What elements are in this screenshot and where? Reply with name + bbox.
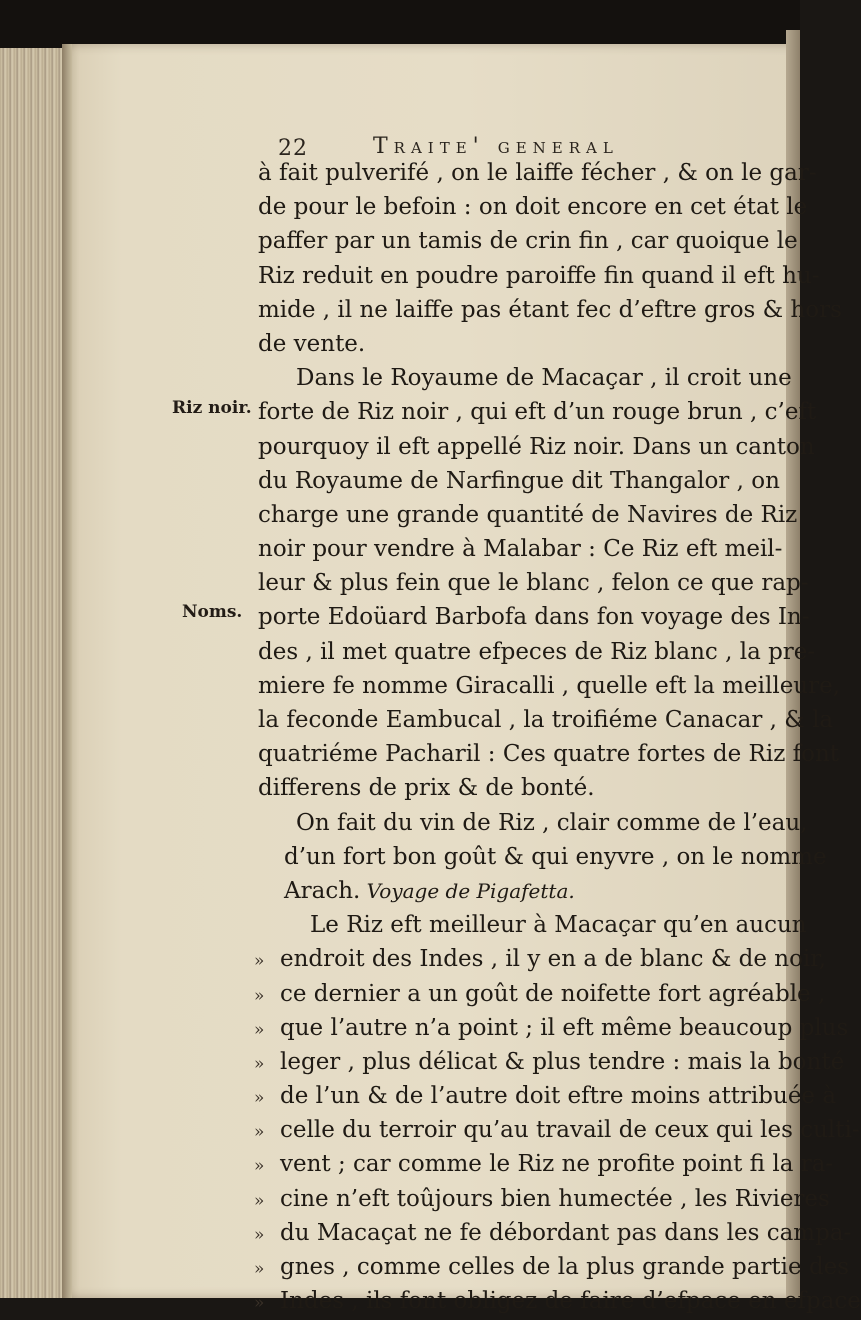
line-text: gnes , comme celles de la plus grande partie des <box>280 1254 850 1280</box>
text-line <box>258 156 817 190</box>
line-text: ce dernier a un goût de noifette fort agréable , <box>280 980 826 1007</box>
page-stack-edges <box>0 48 70 1298</box>
line-text: du Macaçat ne fe débordant pas dans les campa- <box>280 1219 852 1246</box>
text-line <box>258 464 796 498</box>
line-text: des , il met quatre efpeces de Riz blanc , la pre- <box>258 638 816 665</box>
line-text: de l’un & de l’autre doit eftre moins attribuée à <box>280 1083 837 1110</box>
quote-mark: » <box>254 1293 265 1314</box>
line-text: Riz reduit en poudre paroiffe fin quand il eft hu- <box>258 262 820 289</box>
dark-background-top <box>0 0 800 50</box>
line-text: pourquoy il eft appellé Riz noir. Dans un canton <box>258 433 815 460</box>
text-line <box>258 600 810 634</box>
text-line <box>258 635 816 669</box>
line-text: vent ; car comme le Riz ne profite point fi la ra- <box>280 1151 834 1178</box>
line-text: que l’autre n’a point ; il eft même beaucoup plus <box>280 1014 849 1041</box>
text-line <box>258 532 796 566</box>
text-line <box>258 669 841 703</box>
text-line <box>258 908 807 942</box>
line-text: de vente. <box>258 330 366 357</box>
text-line <box>258 327 796 361</box>
quote-mark: » <box>254 1053 265 1074</box>
text-line <box>254 1045 845 1079</box>
text-line <box>258 874 796 908</box>
margin-note-riz-noir: Riz noir. <box>172 398 252 418</box>
text-line <box>254 1147 834 1181</box>
quote-mark: » <box>254 1190 265 1211</box>
line-text: porte Edoüard Barbofa dans fon voyage des In- <box>258 604 810 631</box>
text-line <box>254 1182 830 1216</box>
line-text: On fait du vin de Riz , clair comme de l’eau, <box>296 809 808 836</box>
line-text: charge une grande quantité de Navires de Riz <box>258 501 798 528</box>
text-line <box>254 1079 837 1113</box>
line-text: miere fe nomme Giracalli , quelle eft la meilleure, <box>258 672 841 699</box>
citation-italic: Voyage de Pigafetta. <box>360 878 575 903</box>
quote-mark: » <box>254 1019 265 1040</box>
quote-mark: » <box>254 1156 265 1177</box>
text-line <box>254 1250 850 1284</box>
line-text: mide , il ne laiffe pas étant fec d’eftre gros & hors <box>258 296 842 323</box>
text-line <box>258 771 796 805</box>
quote-mark: » <box>254 1122 265 1143</box>
quote-mark: » <box>254 1224 265 1245</box>
line-text: paffer par un tamis de crin fin , car quoique le <box>258 228 798 255</box>
line-text: endroit des Indes , il y en a de blanc & de noir, <box>280 946 827 973</box>
text-line <box>258 224 796 258</box>
text-line <box>254 942 827 976</box>
quote-mark: » <box>254 1259 265 1279</box>
text-line <box>254 977 826 1011</box>
line-text: leur & plus fein que le blanc , felon ce que rap- <box>258 570 809 597</box>
margin-note-noms: Noms. <box>182 602 243 622</box>
text-line <box>258 430 815 464</box>
line-text: à fait pulverifé , on le laiffe fécher , & on le gar- <box>258 160 817 186</box>
text-line <box>258 361 796 395</box>
text-line <box>258 395 817 429</box>
body-text <box>254 156 861 1318</box>
text-line <box>258 737 840 771</box>
line-text: de pour le befoin : on doit encore en cet état le <box>258 194 808 221</box>
line-text: la feconde Eambucal , la troifiéme Canacar , & la <box>258 707 834 733</box>
text-line <box>258 703 834 737</box>
text-line <box>258 190 808 224</box>
line-text: Le Riz eft meilleur à Macaçar qu’en aucun <box>310 912 807 939</box>
line-text: celle du terroir qu’au travail de ceux qui les culti- <box>280 1117 860 1144</box>
line-text: differens de prix & de bonté. <box>258 775 595 802</box>
text-line <box>254 1011 849 1045</box>
text-line <box>258 840 827 874</box>
quote-mark: » <box>254 951 265 972</box>
line-text: cine n’eft toûjours bien humectée , les Rivieres <box>280 1185 830 1212</box>
text-line <box>254 1284 861 1318</box>
line-text: noir pour vendre à Malabar : Ce Riz eft meil- <box>258 536 783 563</box>
running-title: Traite' general <box>373 134 619 159</box>
line-text: Dans le Royaume de Macaçar , il croit une <box>296 365 792 392</box>
text-line <box>258 259 820 293</box>
quote-mark: » <box>254 1088 265 1109</box>
text-line <box>258 293 842 327</box>
text-line <box>258 806 808 840</box>
line-text: Arach. <box>284 877 361 904</box>
text-line <box>254 1216 852 1250</box>
text-line <box>254 1113 860 1147</box>
page-gutter <box>62 44 72 1298</box>
quote-mark: » <box>254 985 265 1006</box>
text-line <box>258 566 809 600</box>
page-number: 22 <box>278 136 308 161</box>
line-text: Indes , ils font obligez de faire d’efpace en efpace <box>280 1288 861 1315</box>
line-text: forte de Riz noir , qui eft d’un rouge brun , c’eft <box>258 399 817 426</box>
line-text: leger , plus délicat & plus tendre : mais la bonté <box>280 1048 845 1075</box>
text-line <box>258 498 796 532</box>
line-text: d’un fort bon goût & qui enyvre , on le nomme <box>284 843 827 870</box>
line-text: quatriéme Pacharil : Ces quatre fortes de Riz font <box>258 741 840 768</box>
line-text: du Royaume de Narfingue dit Thangalor , on <box>258 467 780 494</box>
